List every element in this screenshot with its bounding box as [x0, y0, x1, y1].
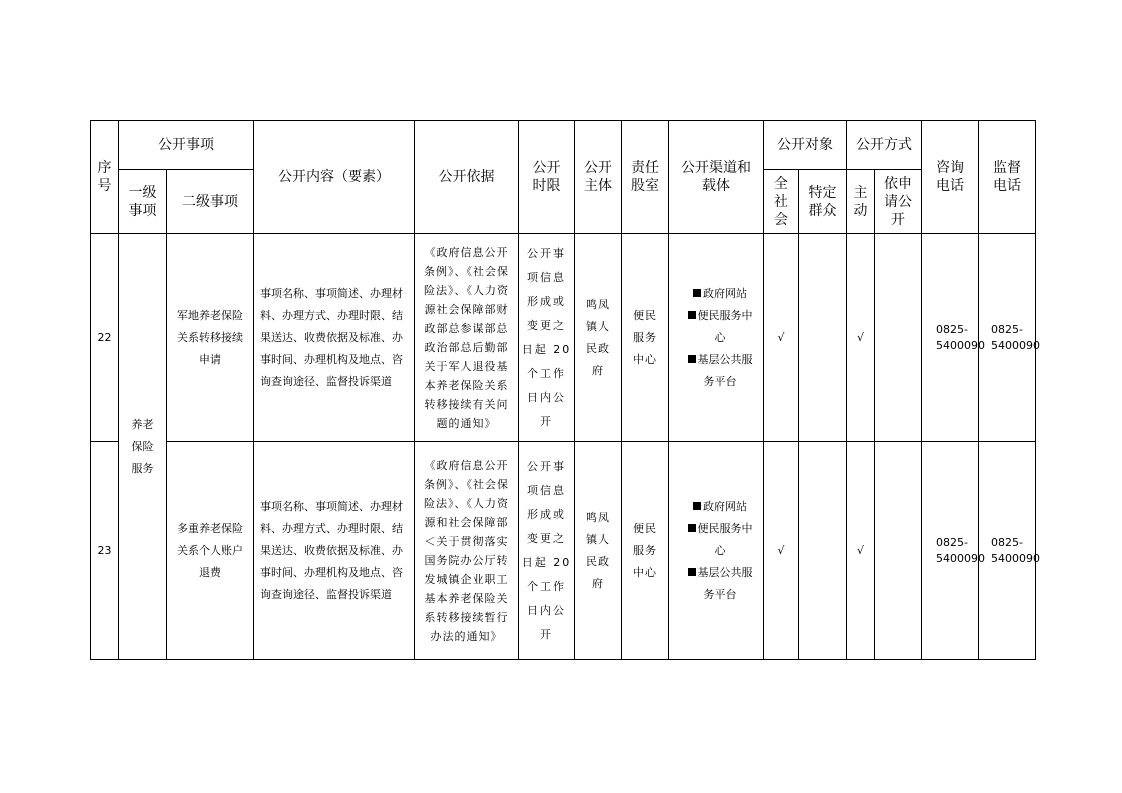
square-bullet-icon — [693, 502, 701, 510]
header-deadline: 公开 时限 — [519, 121, 575, 234]
row-channels — [669, 234, 764, 442]
header-method: 公开方式 — [847, 121, 922, 170]
channel-item: 政府网站 — [677, 283, 763, 305]
header-supervise: 监督 电话 — [979, 121, 1036, 234]
row-method-request — [875, 442, 922, 660]
header-consult: 咨询 电话 — [922, 121, 979, 234]
header-level2: 二级事项 — [167, 170, 254, 234]
row-method-active: √ — [847, 234, 875, 442]
row-level2: 多重养老保险 关系个人账户 退费 — [167, 442, 254, 660]
channel-item: 基层公共服 务平台 — [677, 349, 763, 393]
square-bullet-icon — [688, 355, 696, 363]
header-level1: 一级 事项 — [119, 170, 167, 234]
row-basis: 《政府信息公开 条例》、《社会保 险法》、《人力资 源和社会保障部 ＜关于贯彻落实 国务院办公厅转 发城镇企业职工 基本养老保险关 系转移接续暂行 办法的通知》 — [415, 442, 519, 660]
header-office: 责任 股室 — [622, 121, 669, 234]
row-office: 便民 服务 中心 — [622, 442, 669, 660]
header-content: 公开内容（要素） — [254, 121, 415, 234]
header-target-specific: 特定 群众 — [799, 170, 847, 234]
table-row — [91, 442, 1036, 660]
row-level2: 军地养老保险 关系转移接续 申请 — [167, 234, 254, 442]
row-target-specific — [799, 234, 847, 442]
row-basis: 《政府信息公开 条例》、《社会保 险法》、《人力资 源社会保障部财 政部总参谋部总 政治部总后勤部 关于军人退役基 本养老保险关系 转移接续有关问 题的通知》 — [415, 234, 519, 442]
channel-item: 基层公共服 务平台 — [677, 562, 763, 606]
category-cell: 养老 保险 服务 — [119, 234, 167, 660]
square-bullet-icon — [693, 289, 701, 297]
table-row — [91, 234, 1036, 442]
header-seq: 序 号 — [91, 121, 119, 234]
row-office: 便民 服务 中心 — [622, 234, 669, 442]
row-consult-phone: 0825- 5400090 — [922, 234, 979, 442]
row-deadline: 公开事 项信息 形成或 变更之 日起 20 个工作 日内公 开 — [519, 442, 575, 660]
square-bullet-icon — [688, 311, 696, 319]
row-content: 事项名称、事项简述、办理材料、办理方式、办理时限、结果送达、收费依据及标准、办事时间、办理机构及地点、咨询查询途径、监督投诉渠道 — [254, 234, 415, 442]
header-basis: 公开依据 — [415, 121, 519, 234]
row-target-specific — [799, 442, 847, 660]
channel-item: 便民服务中 心 — [677, 518, 763, 562]
header-subject: 公开 主体 — [575, 121, 622, 234]
row-target-all: √ — [764, 442, 799, 660]
row-supervise-phone: 0825- 5400090 — [979, 234, 1036, 442]
header-method-active: 主 动 — [847, 170, 875, 234]
row-method-active: √ — [847, 442, 875, 660]
header-channel: 公开渠道和 载体 — [669, 121, 764, 234]
row-seq: 23 — [91, 442, 119, 660]
row-subject: 鸣凤 镇人 民政 府 — [575, 234, 622, 442]
header-items: 公开事项 — [119, 121, 254, 170]
row-supervise-phone: 0825- 5400090 — [979, 442, 1036, 660]
row-content: 事项名称、事项简述、办理材料、办理方式、办理时限、结果送达、收费依据及标准、办事时间、办理机构及地点、咨询查询途径、监督投诉渠道 — [254, 442, 415, 660]
row-subject: 鸣凤 镇人 民政 府 — [575, 442, 622, 660]
header-method-request: 依申 请公 开 — [875, 170, 922, 234]
row-method-request — [875, 234, 922, 442]
header-target: 公开对象 — [764, 121, 847, 170]
square-bullet-icon — [688, 568, 696, 576]
channel-item: 便民服务中 心 — [677, 305, 763, 349]
square-bullet-icon — [688, 524, 696, 532]
channel-item: 政府网站 — [677, 496, 763, 518]
row-deadline: 公开事 项信息 形成或 变更之 日起 20 个工作 日内公 开 — [519, 234, 575, 442]
disclosure-table — [90, 120, 1040, 660]
header-target-all: 全 社 会 — [764, 170, 799, 234]
row-seq: 22 — [91, 234, 119, 442]
row-target-all: √ — [764, 234, 799, 442]
row-consult-phone: 0825- 5400090 — [922, 442, 979, 660]
row-channels — [669, 442, 764, 660]
